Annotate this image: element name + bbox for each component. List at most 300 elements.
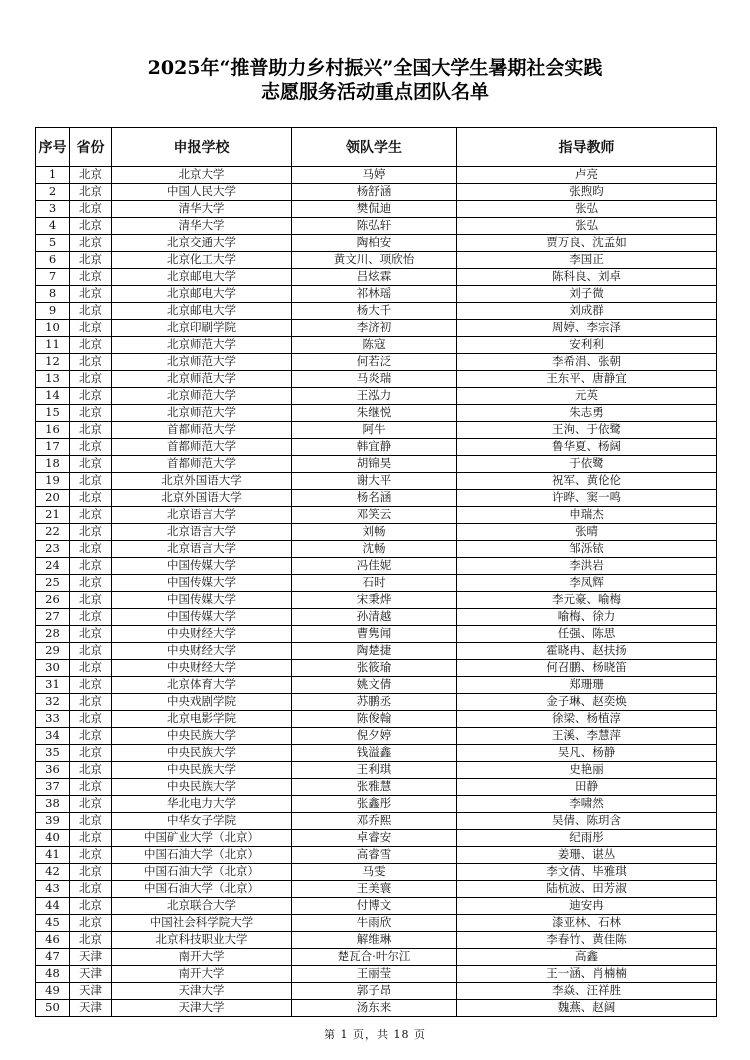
cell-school: 中华女子学院: [112, 813, 292, 830]
cell-no: 17: [36, 439, 70, 456]
cell-no: 41: [36, 847, 70, 864]
cell-no: 7: [36, 269, 70, 286]
cell-leader: 陶楚捷: [292, 643, 457, 660]
cell-teacher: 漆亚林、石林: [457, 915, 717, 932]
cell-no: 37: [36, 779, 70, 796]
cell-school: 中央财经大学: [112, 660, 292, 677]
cell-province: 北京: [70, 830, 112, 847]
cell-leader: 曹隽闻: [292, 626, 457, 643]
table-row: [36, 643, 717, 660]
cell-leader: 何若泛: [292, 354, 457, 371]
table-row: [36, 592, 717, 609]
cell-no: 18: [36, 456, 70, 473]
cell-leader: 张鑫彤: [292, 796, 457, 813]
cell-teacher: 迪安冉: [457, 898, 717, 915]
cell-no: 38: [36, 796, 70, 813]
cell-teacher: 李希涓、张朝: [457, 354, 717, 371]
table-row: [36, 303, 717, 320]
cell-province: 北京: [70, 864, 112, 881]
cell-school: 中国传媒大学: [112, 575, 292, 592]
cell-no: 30: [36, 660, 70, 677]
table-header-row: [36, 128, 717, 167]
cell-province: 北京: [70, 167, 112, 184]
cell-school: 中央民族大学: [112, 728, 292, 745]
cell-no: 47: [36, 949, 70, 966]
cell-leader: 沈畅: [292, 541, 457, 558]
cell-province: 北京: [70, 643, 112, 660]
cell-leader: 苏鹏丞: [292, 694, 457, 711]
cell-no: 49: [36, 983, 70, 1000]
cell-province: 北京: [70, 490, 112, 507]
cell-school: 北京大学: [112, 167, 292, 184]
cell-leader: 杨名涵: [292, 490, 457, 507]
cell-no: 42: [36, 864, 70, 881]
cell-school: 北京语言大学: [112, 524, 292, 541]
cell-province: 天津: [70, 949, 112, 966]
cell-teacher: 李洪岩: [457, 558, 717, 575]
table-row: [36, 371, 717, 388]
cell-teacher: 李凤辉: [457, 575, 717, 592]
cell-leader: 韩宜静: [292, 439, 457, 456]
table-row: [36, 286, 717, 303]
cell-province: 北京: [70, 609, 112, 626]
cell-no: 3: [36, 201, 70, 218]
table-row: [36, 524, 717, 541]
cell-leader: 王利琪: [292, 762, 457, 779]
cell-no: 24: [36, 558, 70, 575]
cell-province: 北京: [70, 439, 112, 456]
cell-no: 40: [36, 830, 70, 847]
cell-no: 48: [36, 966, 70, 983]
table-row: [36, 745, 717, 762]
cell-leader: 姚文倩: [292, 677, 457, 694]
cell-school: 北京电影学院: [112, 711, 292, 728]
cell-no: 43: [36, 881, 70, 898]
column-header: 省份: [70, 128, 112, 167]
cell-school: 北京语言大学: [112, 541, 292, 558]
cell-teacher: 王东平、唐静宜: [457, 371, 717, 388]
cell-no: 44: [36, 898, 70, 915]
cell-province: 北京: [70, 524, 112, 541]
cell-leader: 付博文: [292, 898, 457, 915]
cell-no: 29: [36, 643, 70, 660]
cell-school: 北京化工大学: [112, 252, 292, 269]
column-header: 申报学校: [112, 128, 292, 167]
cell-leader: 朱继悦: [292, 405, 457, 422]
cell-teacher: 贾万良、沈孟如: [457, 235, 717, 252]
cell-province: 北京: [70, 252, 112, 269]
table-row: [36, 490, 717, 507]
cell-leader: 黄文川、项欣怡: [292, 252, 457, 269]
cell-no: 46: [36, 932, 70, 949]
table-row: [36, 915, 717, 932]
cell-no: 21: [36, 507, 70, 524]
cell-school: 中国石油大学（北京）: [112, 847, 292, 864]
cell-teacher: 于依鹭: [457, 456, 717, 473]
cell-leader: 孙清越: [292, 609, 457, 626]
cell-province: 北京: [70, 456, 112, 473]
cell-teacher: 纪雨彤: [457, 830, 717, 847]
cell-teacher: 喻梅、徐力: [457, 609, 717, 626]
table-row: [36, 1000, 717, 1017]
cell-leader: 马婷: [292, 167, 457, 184]
cell-teacher: 吴倩、陈玥含: [457, 813, 717, 830]
cell-province: 北京: [70, 575, 112, 592]
page-number: 第 1 页，共 18 页: [324, 1028, 426, 1041]
cell-teacher: 祝军、黄伦伦: [457, 473, 717, 490]
cell-province: 北京: [70, 813, 112, 830]
table-row: [36, 252, 717, 269]
cell-school: 中央财经大学: [112, 643, 292, 660]
cell-teacher: 李国正: [457, 252, 717, 269]
cell-no: 9: [36, 303, 70, 320]
cell-teacher: 朱志勇: [457, 405, 717, 422]
cell-school: 北京邮电大学: [112, 303, 292, 320]
cell-province: 北京: [70, 881, 112, 898]
cell-teacher: 陆杭波、田芳淑: [457, 881, 717, 898]
cell-leader: 陶柏安: [292, 235, 457, 252]
cell-teacher: 刘子微: [457, 286, 717, 303]
table-row: [36, 609, 717, 626]
cell-province: 北京: [70, 507, 112, 524]
table-row: [36, 422, 717, 439]
cell-province: 北京: [70, 779, 112, 796]
cell-teacher: 魏燕、赵阔: [457, 1000, 717, 1017]
cell-province: 北京: [70, 932, 112, 949]
table-row: [36, 218, 717, 235]
cell-province: 北京: [70, 745, 112, 762]
cell-no: 28: [36, 626, 70, 643]
cell-school: 中国传媒大学: [112, 558, 292, 575]
cell-province: 北京: [70, 320, 112, 337]
cell-province: 北京: [70, 235, 112, 252]
cell-school: 北京师范大学: [112, 405, 292, 422]
cell-teacher: 王一涵、肖楠楠: [457, 966, 717, 983]
cell-no: 8: [36, 286, 70, 303]
cell-leader: 陈俊翰: [292, 711, 457, 728]
cell-leader: 王丽莹: [292, 966, 457, 983]
table-row: [36, 881, 717, 898]
cell-no: 45: [36, 915, 70, 932]
cell-school: 北京邮电大学: [112, 269, 292, 286]
cell-school: 北京师范大学: [112, 354, 292, 371]
cell-province: 北京: [70, 286, 112, 303]
cell-school: 首都师范大学: [112, 422, 292, 439]
cell-leader: 谢大平: [292, 473, 457, 490]
cell-province: 北京: [70, 422, 112, 439]
cell-province: 北京: [70, 388, 112, 405]
cell-teacher: 陈科良、刘卓: [457, 269, 717, 286]
table-row: [36, 558, 717, 575]
cell-school: 北京交通大学: [112, 235, 292, 252]
cell-leader: 王美寰: [292, 881, 457, 898]
table-row: [36, 847, 717, 864]
cell-leader: 邓笑云: [292, 507, 457, 524]
cell-teacher: 徐梁、杨植淳: [457, 711, 717, 728]
cell-school: 北京师范大学: [112, 388, 292, 405]
table-row: [36, 762, 717, 779]
table-row: [36, 694, 717, 711]
cell-province: 北京: [70, 405, 112, 422]
table-row: [36, 184, 717, 201]
cell-leader: 祁林瑶: [292, 286, 457, 303]
cell-school: 中国社会科学院大学: [112, 915, 292, 932]
cell-leader: 吕炫霖: [292, 269, 457, 286]
cell-leader: 冯佳妮: [292, 558, 457, 575]
cell-teacher: 安利利: [457, 337, 717, 354]
cell-school: 北京外国语大学: [112, 490, 292, 507]
cell-school: 华北电力大学: [112, 796, 292, 813]
cell-teacher: 元英: [457, 388, 717, 405]
cell-leader: 樊侃迪: [292, 201, 457, 218]
cell-leader: 宋秉烨: [292, 592, 457, 609]
cell-province: 北京: [70, 677, 112, 694]
cell-teacher: 何召鹏、杨晓笛: [457, 660, 717, 677]
table-row: [36, 456, 717, 473]
cell-teacher: 卢亮: [457, 167, 717, 184]
cell-school: 天津大学: [112, 1000, 292, 1017]
cell-no: 6: [36, 252, 70, 269]
cell-school: 北京印刷学院: [112, 320, 292, 337]
cell-province: 北京: [70, 201, 112, 218]
cell-teacher: 邹泺铱: [457, 541, 717, 558]
table-row: [36, 626, 717, 643]
cell-school: 中央民族大学: [112, 762, 292, 779]
cell-province: 北京: [70, 847, 112, 864]
cell-teacher: 吴凡、杨静: [457, 745, 717, 762]
cell-school: 北京师范大学: [112, 337, 292, 354]
cell-teacher: 郑珊珊: [457, 677, 717, 694]
cell-school: 中央戏剧学院: [112, 694, 292, 711]
cell-province: 北京: [70, 184, 112, 201]
cell-school: 中央民族大学: [112, 745, 292, 762]
cell-province: 北京: [70, 473, 112, 490]
cell-leader: 石时: [292, 575, 457, 592]
cell-teacher: 金子琳、赵奕焕: [457, 694, 717, 711]
cell-no: 50: [36, 1000, 70, 1017]
table-row: [36, 541, 717, 558]
table-row: [36, 932, 717, 949]
cell-province: 北京: [70, 337, 112, 354]
cell-province: 天津: [70, 983, 112, 1000]
cell-leader: 胡锦昊: [292, 456, 457, 473]
cell-school: 清华大学: [112, 201, 292, 218]
table-row: [36, 235, 717, 252]
cell-no: 16: [36, 422, 70, 439]
title-line-1: 2025年“推普助力乡村振兴”全国大学生暑期社会实践: [147, 57, 603, 79]
cell-school: 首都师范大学: [112, 439, 292, 456]
cell-no: 36: [36, 762, 70, 779]
cell-school: 中央财经大学: [112, 626, 292, 643]
column-header: 领队学生: [292, 128, 457, 167]
cell-leader: 杨舒涵: [292, 184, 457, 201]
cell-teacher: 张弘: [457, 201, 717, 218]
table-row: [36, 439, 717, 456]
cell-province: 北京: [70, 711, 112, 728]
table-row: [36, 796, 717, 813]
cell-leader: 钱溢鑫: [292, 745, 457, 762]
cell-teacher: 刘成群: [457, 303, 717, 320]
cell-leader: 高睿雪: [292, 847, 457, 864]
cell-teacher: 李文倩、毕雅琪: [457, 864, 717, 881]
cell-province: 北京: [70, 303, 112, 320]
cell-school: 中国传媒大学: [112, 609, 292, 626]
table-row: [36, 388, 717, 405]
cell-province: 北京: [70, 694, 112, 711]
table-row: [36, 830, 717, 847]
cell-leader: 郭子昂: [292, 983, 457, 1000]
cell-teacher: 张晴: [457, 524, 717, 541]
cell-no: 13: [36, 371, 70, 388]
table-row: [36, 898, 717, 915]
cell-teacher: 张弘: [457, 218, 717, 235]
cell-no: 25: [36, 575, 70, 592]
cell-no: 20: [36, 490, 70, 507]
cell-school: 北京体育大学: [112, 677, 292, 694]
cell-leader: 马雯: [292, 864, 457, 881]
table-row: [36, 354, 717, 371]
cell-leader: 阿牛: [292, 422, 457, 439]
cell-school: 首都师范大学: [112, 456, 292, 473]
title-line-2: 志愿服务活动重点团队名单: [260, 81, 489, 103]
cell-teacher: 姜珊、谌丛: [457, 847, 717, 864]
table-row: [36, 167, 717, 184]
table-row: [36, 677, 717, 694]
cell-teacher: 高鑫: [457, 949, 717, 966]
cell-province: 北京: [70, 660, 112, 677]
cell-province: 北京: [70, 626, 112, 643]
team-list-table: [35, 127, 717, 1017]
cell-leader: 李济初: [292, 320, 457, 337]
cell-province: 北京: [70, 915, 112, 932]
cell-no: 34: [36, 728, 70, 745]
cell-school: 中国石油大学（北京）: [112, 864, 292, 881]
cell-teacher: 许晔、窦一鸣: [457, 490, 717, 507]
table-row: [36, 779, 717, 796]
cell-school: 中央民族大学: [112, 779, 292, 796]
cell-school: 北京邮电大学: [112, 286, 292, 303]
cell-teacher: 李元豪、喻梅: [457, 592, 717, 609]
cell-province: 北京: [70, 218, 112, 235]
cell-teacher: 王洵、于依鹭: [457, 422, 717, 439]
cell-leader: 楚瓦合·叶尔江: [292, 949, 457, 966]
cell-leader: 邓乔熙: [292, 813, 457, 830]
cell-leader: 刘畅: [292, 524, 457, 541]
cell-province: 北京: [70, 728, 112, 745]
table-row: [36, 711, 717, 728]
cell-school: 中国矿业大学（北京）: [112, 830, 292, 847]
cell-teacher: 鲁华夏、杨阔: [457, 439, 717, 456]
cell-school: 北京师范大学: [112, 371, 292, 388]
table-row: [36, 320, 717, 337]
table-row: [36, 337, 717, 354]
cell-teacher: 李春竹、黄佳陈: [457, 932, 717, 949]
cell-leader: 张雅慧: [292, 779, 457, 796]
table-body: [36, 167, 717, 1017]
cell-province: 北京: [70, 354, 112, 371]
column-header: 指导教师: [457, 128, 717, 167]
cell-teacher: 李焱、汪祥胜: [457, 983, 717, 1000]
cell-province: 北京: [70, 762, 112, 779]
cell-no: 19: [36, 473, 70, 490]
cell-school: 南开大学: [112, 966, 292, 983]
table-row: [36, 660, 717, 677]
cell-no: 22: [36, 524, 70, 541]
table-row: [36, 575, 717, 592]
cell-province: 天津: [70, 1000, 112, 1017]
cell-no: 1: [36, 167, 70, 184]
table-row: [36, 966, 717, 983]
cell-teacher: 张煦昀: [457, 184, 717, 201]
cell-no: 12: [36, 354, 70, 371]
cell-no: 23: [36, 541, 70, 558]
cell-province: 北京: [70, 269, 112, 286]
table-row: [36, 473, 717, 490]
cell-no: 33: [36, 711, 70, 728]
cell-province: 北京: [70, 796, 112, 813]
cell-teacher: 霍晓冉、赵扶扬: [457, 643, 717, 660]
cell-school: 北京科技职业大学: [112, 932, 292, 949]
cell-province: 北京: [70, 541, 112, 558]
cell-province: 北京: [70, 558, 112, 575]
cell-no: 14: [36, 388, 70, 405]
cell-teacher: 周婷、李宗泽: [457, 320, 717, 337]
cell-school: 中国人民大学: [112, 184, 292, 201]
cell-teacher: 李啸然: [457, 796, 717, 813]
cell-no: 31: [36, 677, 70, 694]
cell-leader: 陈弘轩: [292, 218, 457, 235]
cell-no: 11: [36, 337, 70, 354]
cell-province: 北京: [70, 898, 112, 915]
table-row: [36, 864, 717, 881]
cell-no: 10: [36, 320, 70, 337]
cell-leader: 牛雨欣: [292, 915, 457, 932]
cell-leader: 王泓力: [292, 388, 457, 405]
table-row: [36, 201, 717, 218]
cell-teacher: 田静: [457, 779, 717, 796]
cell-no: 27: [36, 609, 70, 626]
cell-no: 5: [36, 235, 70, 252]
cell-school: 北京联合大学: [112, 898, 292, 915]
cell-teacher: 任强、陈思: [457, 626, 717, 643]
table-row: [36, 983, 717, 1000]
cell-school: 北京外国语大学: [112, 473, 292, 490]
cell-school: 中国传媒大学: [112, 592, 292, 609]
table-row: [36, 269, 717, 286]
table-row: [36, 405, 717, 422]
cell-no: 26: [36, 592, 70, 609]
table-row: [36, 728, 717, 745]
column-header: 序号: [36, 128, 70, 167]
cell-school: 北京语言大学: [112, 507, 292, 524]
cell-leader: 杨大千: [292, 303, 457, 320]
cell-no: 39: [36, 813, 70, 830]
cell-school: 中国石油大学（北京）: [112, 881, 292, 898]
cell-school: 南开大学: [112, 949, 292, 966]
table-row: [36, 813, 717, 830]
cell-teacher: 王溪、李慧萍: [457, 728, 717, 745]
cell-leader: 张筱瑜: [292, 660, 457, 677]
table-row: [36, 949, 717, 966]
cell-leader: 倪夕婷: [292, 728, 457, 745]
cell-leader: 汤东来: [292, 1000, 457, 1017]
cell-province: 北京: [70, 371, 112, 388]
cell-school: 清华大学: [112, 218, 292, 235]
cell-no: 35: [36, 745, 70, 762]
cell-teacher: 申瑞杰: [457, 507, 717, 524]
cell-no: 4: [36, 218, 70, 235]
cell-leader: 解维琳: [292, 932, 457, 949]
